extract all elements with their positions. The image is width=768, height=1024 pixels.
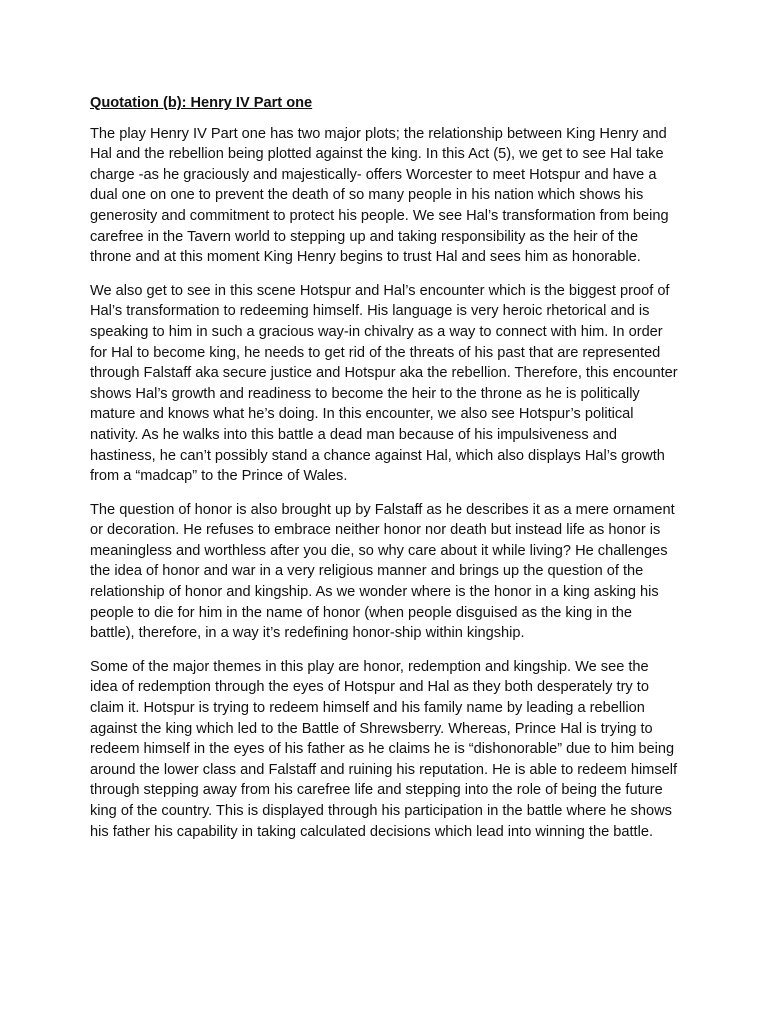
paragraph: The question of honor is also brought up by Falstaff as he describes it as a mere ornament or decoration. He refuses to embrace neither honor nor death but instead life as honor is meaningless and worthless after you die, so why care about it while living? He challenges the idea of honor and war in a very religious manner and brings up the question of the relationship of honor and kingship. As we wonder where is the honor in a king asking his people to die for him in the name of honor (when people disguised as the king in the battle), therefore, in a way it’s redefining honor-ship within kingship. (90, 501, 675, 642)
paragraph: Some of the major themes in this play are honor, redemption and kingship. We see the idea of redemption through the eyes of Hotspur and Hal as they both desperately try to claim it. Hotspur is trying to redeem himself and his family name by leading a rebellion against the king which led to the Battle of Shrewsberry. Whereas, Prince Hal is trying to redeem himself in the eyes of his father as he claims he is “dishonorable” due to him being around the lower class and Falstaff and ruining his reputation. He is able to redeem himself through stepping away from his carefree life and stepping into the role of being the future king of the country. This is displayed through his participation in the battle where he shows his father his capability in taking calculated decisions which lead into winning the battle. (90, 658, 678, 840)
paragraph: The play Henry IV Part one has two major plots; the relationship between King Henry and Hal and the rebellion being plotted against the king. In this Act (5), we get to see Hal take charge -as he graciously and majestically- offers Worcester to meet Hotspur and have a dual one on one to prevent the death of so many people in his nation which shows his generosity and commitment to protect his people. We see Hal’s transformation from being carefree in the Tavern world to stepping up and taking responsibility as the heir of the throne and at this moment King Henry begins to trust Hal and sees him as honorable. (90, 125, 669, 266)
document-heading: Quotation (b): Henry IV Part one (90, 95, 313, 111)
paragraph: We also get to see in this scene Hotspur and Hal’s encounter which is the biggest proof of Hal’s transformation to redeeming himself. His language is very heroic rhetorical and is speaking to him in such a gracious way-in chivalry as a way to connect with him. In order for Hal to become king, he needs to get rid of the threats of his past that are represented through Falstaff aka secure justice and Hotspur aka the rebellion. Therefore, this encounter shows Hal’s growth and readiness to become the heir to the throne as he is politically mature and knows what he’s doing. In this encounter, we also see Hotspur’s political nativity. As he walks into this battle a dead man because of his impulsiveness and hastiness, he can’t possibly stand a chance against Hal, which also displays Hal’s growth from a “madcap” to the Prince of Wales. (90, 282, 678, 485)
document-body (90, 93, 680, 855)
